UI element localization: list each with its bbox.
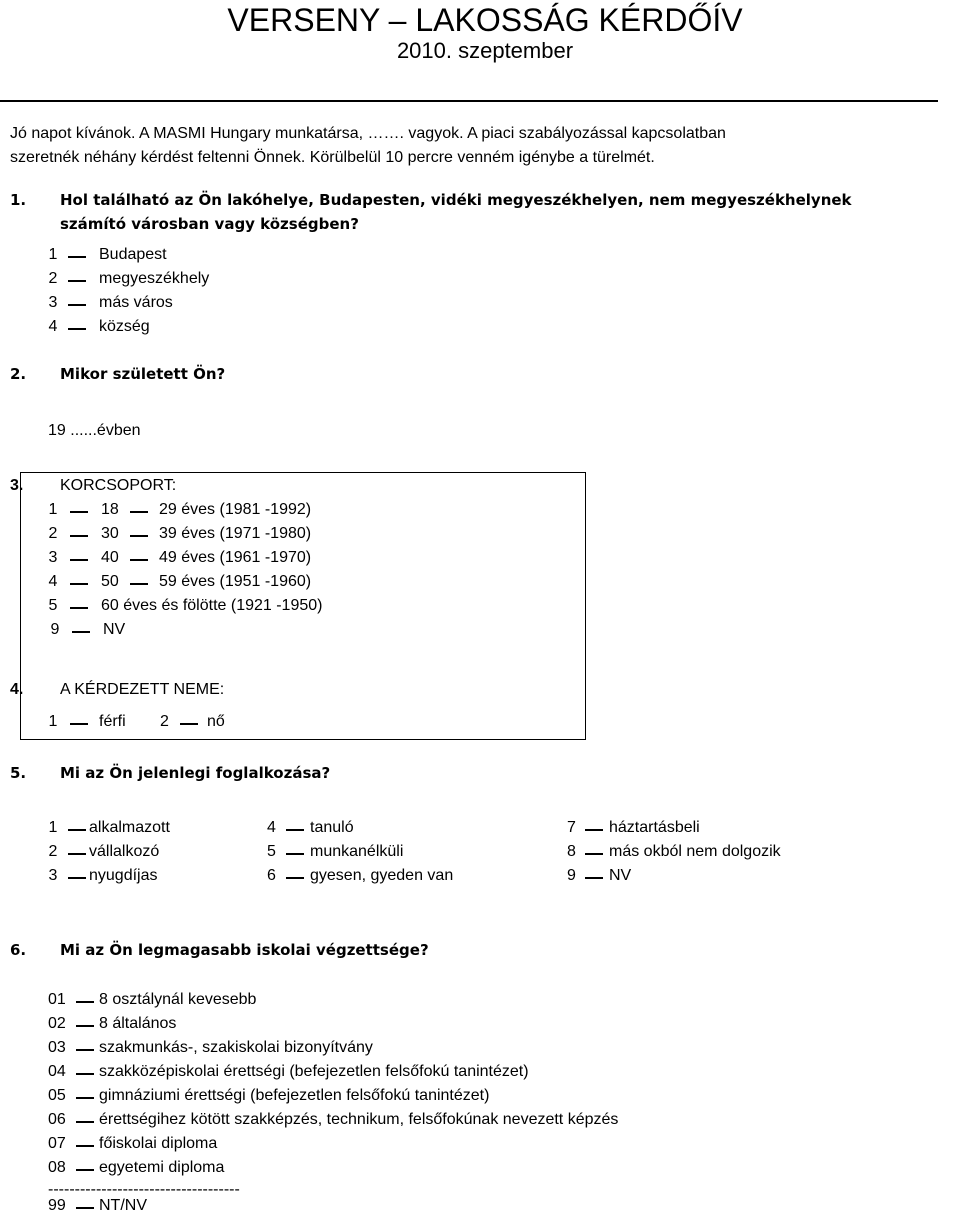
dash xyxy=(76,1049,94,1051)
option-label: 39 éves (1971 -1980) xyxy=(159,525,312,542)
dash xyxy=(68,877,86,879)
option-row[interactable] xyxy=(0,1038,900,1060)
option-code: 07 xyxy=(48,1135,66,1152)
option-code: 7 xyxy=(567,819,576,836)
dash xyxy=(70,511,88,513)
question-4-options xyxy=(0,712,400,734)
question-number: 5. xyxy=(10,764,27,782)
option-row[interactable] xyxy=(0,269,400,291)
option-row[interactable] xyxy=(0,548,580,570)
option-row[interactable] xyxy=(0,990,900,1012)
option-row[interactable] xyxy=(0,245,400,267)
dash xyxy=(68,328,86,330)
question-5 xyxy=(0,761,960,785)
option-row[interactable] xyxy=(258,866,548,888)
dash xyxy=(130,511,148,513)
option-code: 05 xyxy=(48,1087,66,1104)
option-code: 6 xyxy=(267,867,276,884)
dash xyxy=(286,853,304,855)
option-code: 1 xyxy=(48,501,58,518)
option-label: főiskolai diploma xyxy=(99,1135,218,1152)
option-code: 5 xyxy=(48,597,58,614)
option-code: 01 xyxy=(48,991,66,1008)
birth-year-answer[interactable]: 19 ......évben xyxy=(48,422,141,439)
dash xyxy=(70,607,88,609)
option-code: 4 xyxy=(48,318,58,335)
question-text-line-2: számító városban vagy községben? xyxy=(60,215,359,233)
option-row[interactable] xyxy=(0,317,400,339)
option-row[interactable] xyxy=(258,842,548,864)
option-row[interactable] xyxy=(558,866,898,888)
question-4 xyxy=(0,680,580,702)
option-row[interactable] xyxy=(0,1134,900,1156)
dash xyxy=(130,535,148,537)
option-code: 9 xyxy=(50,621,60,638)
dash xyxy=(70,535,88,537)
option-code: 3 xyxy=(48,294,58,311)
option-label: tanuló xyxy=(310,819,354,836)
header-divider xyxy=(0,100,938,102)
option-label: férfi xyxy=(99,713,126,730)
question-number: 1. xyxy=(10,191,27,209)
question-text: Mi az Ön jelenlegi foglalkozása? xyxy=(60,764,331,782)
option-label: alkalmazott xyxy=(89,819,170,836)
option-row[interactable] xyxy=(0,1086,900,1108)
option-code: 1 xyxy=(48,713,58,730)
dash xyxy=(76,1097,94,1099)
option-row[interactable] xyxy=(0,1110,900,1132)
separator-line: ------------------------------------ xyxy=(48,1181,240,1198)
option-label: 29 éves (1981 -1992) xyxy=(159,501,312,518)
option-label: szakmunkás-, szakiskolai bizonyítvány xyxy=(99,1039,373,1056)
option-code: 02 xyxy=(48,1015,66,1032)
option-label: nyugdíjas xyxy=(89,867,158,884)
dash xyxy=(76,1169,94,1171)
option-code: 2 xyxy=(48,270,58,287)
dash xyxy=(70,583,88,585)
age-from: 40 xyxy=(101,549,119,566)
dash xyxy=(130,583,148,585)
question-3-options xyxy=(0,500,580,644)
question-text: Mikor született Ön? xyxy=(60,365,226,383)
option-code: 2 xyxy=(48,843,58,860)
option-label: 60 éves és fölötte (1921 -1950) xyxy=(101,597,323,614)
dash xyxy=(180,723,198,725)
option-label: gimnáziumi érettségi (befejezetlen felsőfokú tanintézet) xyxy=(99,1087,490,1104)
option-code: 2 xyxy=(160,713,169,730)
question-5-options xyxy=(0,818,960,890)
option-code: 9 xyxy=(567,867,576,884)
option-row[interactable] xyxy=(0,1196,900,1218)
option-row[interactable] xyxy=(258,818,548,840)
option-label: háztartásbeli xyxy=(609,819,700,836)
option-code: 3 xyxy=(48,867,58,884)
option-label: NV xyxy=(609,867,632,884)
option-row[interactable] xyxy=(150,712,290,734)
dash xyxy=(68,256,86,258)
intro-line-2: szeretnék néhány kérdést feltenni Önnek. Körülbelül 10 percre venném igénybe a türelmét. xyxy=(10,149,655,166)
dash xyxy=(70,559,88,561)
age-from: 18 xyxy=(101,501,119,518)
option-code: 08 xyxy=(48,1159,66,1176)
dash xyxy=(76,1025,94,1027)
intro-line-1: Jó napot kívánok. A MASMI Hungary munkatársa, ……. vagyok. A piaci szabályozással kapcsolatban xyxy=(10,125,726,142)
dash xyxy=(68,853,86,855)
question-2 xyxy=(0,362,960,386)
dash xyxy=(68,280,86,282)
option-code: 2 xyxy=(48,525,58,542)
dash xyxy=(76,1073,94,1075)
option-label: község xyxy=(99,318,150,335)
option-label: 8 általános xyxy=(99,1015,177,1032)
option-label: megyeszékhely xyxy=(99,270,210,287)
dash xyxy=(68,829,86,831)
option-label: NT/NV xyxy=(99,1197,147,1214)
option-row[interactable] xyxy=(0,1014,900,1036)
question-6 xyxy=(0,938,960,962)
dash xyxy=(286,829,304,831)
option-label: 8 osztálynál kevesebb xyxy=(99,991,257,1008)
option-code: 4 xyxy=(48,573,58,590)
question-1 xyxy=(0,188,960,248)
age-from: 50 xyxy=(101,573,119,590)
question-number: 6. xyxy=(10,941,27,959)
question-3 xyxy=(0,476,580,498)
option-label: más okból nem dolgozik xyxy=(609,843,781,860)
option-code: 1 xyxy=(48,246,58,263)
question-text: KORCSOPORT: xyxy=(60,477,177,494)
option-label: gyesen, gyeden van xyxy=(310,867,454,884)
option-row[interactable] xyxy=(0,818,250,840)
option-label: 59 éves (1951 -1960) xyxy=(159,573,312,590)
option-label: nő xyxy=(207,713,225,730)
dash xyxy=(72,631,90,633)
dash xyxy=(68,304,86,306)
dash xyxy=(76,1207,94,1209)
option-label: NV xyxy=(103,621,126,638)
option-label: egyetemi diploma xyxy=(99,1159,225,1176)
dash xyxy=(76,1121,94,1123)
option-code: 4 xyxy=(267,819,276,836)
option-row[interactable] xyxy=(558,842,898,864)
option-row[interactable] xyxy=(0,293,400,315)
option-row[interactable] xyxy=(0,1062,900,1084)
option-label: vállalkozó xyxy=(89,843,160,860)
option-code: 03 xyxy=(48,1039,66,1056)
option-label: más város xyxy=(99,294,173,311)
option-row[interactable] xyxy=(0,572,580,594)
option-code: 99 xyxy=(48,1197,66,1214)
question-6-options xyxy=(0,990,960,1218)
option-code: 8 xyxy=(567,843,576,860)
option-code: 3 xyxy=(48,549,58,566)
question-text-line-1: Hol található az Ön lakóhelye, Budapesten, vidéki megyeszékhelyen, nem megyeszékhelynek xyxy=(60,191,852,209)
dash xyxy=(286,877,304,879)
question-text: A KÉRDEZETT NEME: xyxy=(60,681,225,698)
option-code: 06 xyxy=(48,1111,66,1128)
dash xyxy=(585,877,603,879)
question-number: 2. xyxy=(10,365,27,383)
question-number: 4. xyxy=(10,681,24,698)
option-row[interactable] xyxy=(0,500,580,522)
option-row[interactable] xyxy=(0,712,140,734)
dash xyxy=(76,1001,94,1003)
question-1-options xyxy=(0,245,400,341)
dash xyxy=(76,1145,94,1147)
option-row[interactable] xyxy=(0,866,250,888)
dash xyxy=(585,829,603,831)
option-label: 49 éves (1961 -1970) xyxy=(159,549,312,566)
document-date: 2010. szeptember xyxy=(396,38,574,63)
dash xyxy=(130,559,148,561)
dash xyxy=(585,853,603,855)
question-number: 3. xyxy=(10,477,24,494)
option-row[interactable] xyxy=(0,1158,900,1180)
question-text: Mi az Ön legmagasabb iskolai végzettsége? xyxy=(60,941,429,959)
option-row[interactable] xyxy=(0,596,580,618)
option-label: érettségihez kötött szakképzés, technikum, felsőfokúnak nevezett képzés xyxy=(99,1111,619,1128)
option-label: munkanélküli xyxy=(310,843,404,860)
dash xyxy=(70,723,88,725)
age-from: 30 xyxy=(101,525,119,542)
option-code: 1 xyxy=(48,819,58,836)
option-code: 04 xyxy=(48,1063,66,1080)
option-row[interactable] xyxy=(0,524,580,546)
option-row[interactable] xyxy=(0,620,580,642)
option-code: 5 xyxy=(267,843,276,860)
document-title: VERSENY – LAKOSSÁG KÉRDŐÍV xyxy=(227,2,743,38)
option-label: szakközépiskolai érettségi (befejezetlen felsőfokú tanintézet) xyxy=(99,1063,529,1080)
option-row[interactable] xyxy=(0,842,250,864)
option-row[interactable] xyxy=(558,818,898,840)
option-label: Budapest xyxy=(99,246,167,263)
